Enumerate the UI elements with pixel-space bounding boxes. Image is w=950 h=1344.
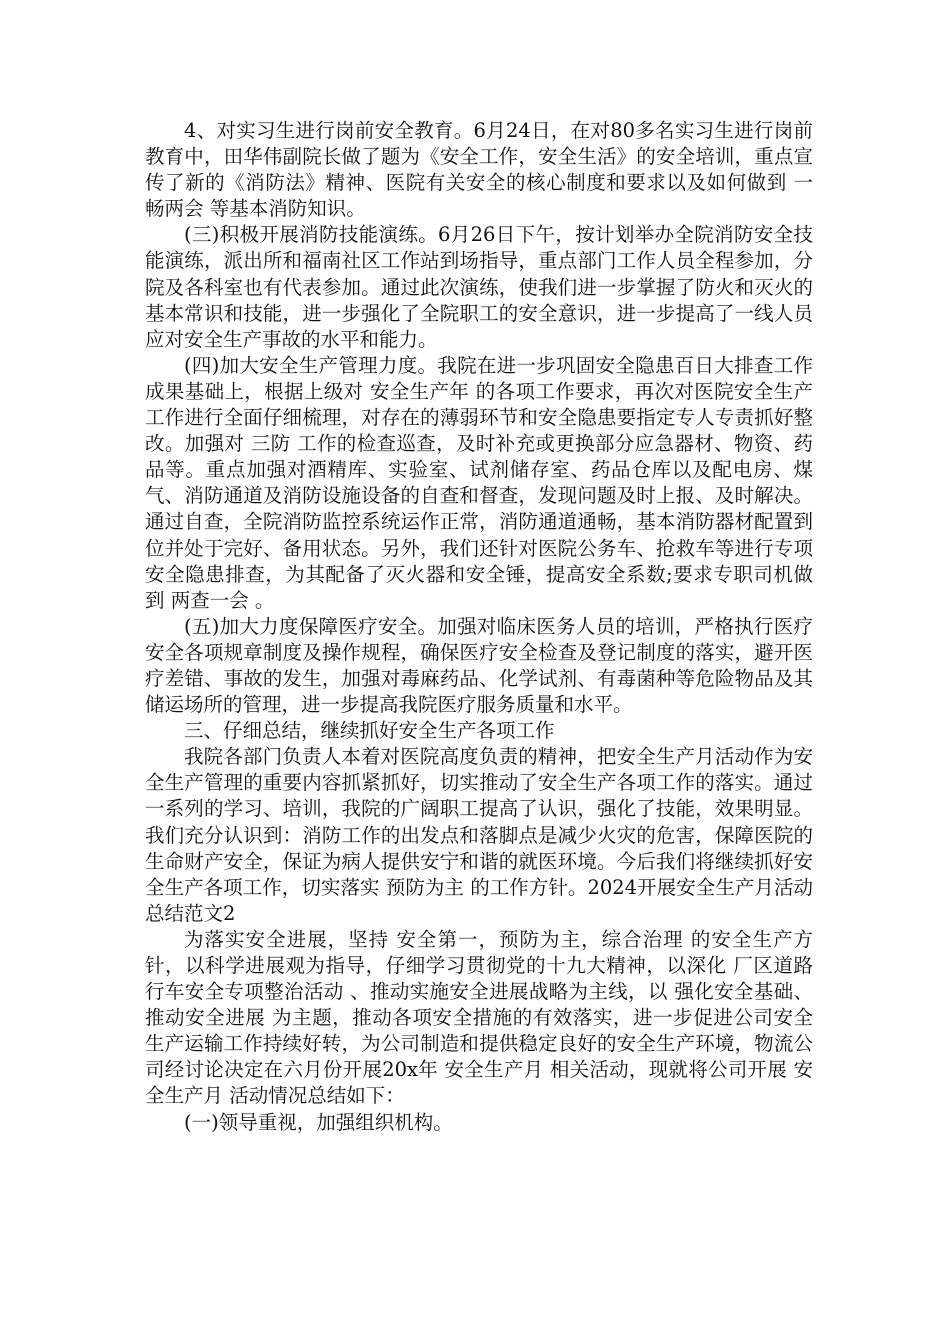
paragraph-medical-safety: (五)加大力度保障医疗安全。加强对临床医务人员的培训，严格执行医疗安全各项规章制度及操作规程，确保医疗安全检查及登记制度的落实，避开医疗差错、事故的发生，加强对毒麻药品、化学试剂、有毒菌种等危险物品及其储运场所的管理，进一步提高我院医疗服务质量和水平。 [145, 614, 813, 717]
paragraph-summary: 我院各部门负责人本着对医院高度负责的精神，把安全生产月活动作为安全生产管理的重要内容抓紧抓好，切实推动了安全生产各项工作的落实。通过一系列的学习、培训，我院的广阔职工提高了认识，强化了技能，效果明显。我们充分认识到：消防工作的出发点和落脚点是减少火灾的危害，保障医院的生命财产安全，保证为病人提供安宁和谐的就医环境。今后我们将继续抓好安全生产各项工作，切实落实 预防为主 的工作方针。2024开展安全生产月活动总结范文2 [145, 745, 813, 925]
paragraph-intern-safety-education: 4、对实习生进行岗前安全教育。6月24日，在对80多名实习生进行岗前教育中，田华伟副院长做了题为《安全工作，安全生活》的安全培训，重点宣传了新的《消防法》精神、医院有关安全的核心制度和要求以及如何做到 一畅两会 等基本消防知识。 [145, 119, 813, 221]
paragraph-safety-management: (四)加大安全生产管理力度。我院在进一步巩固安全隐患百日大排查工作成果基础上，根据上级对 安全生产年 的各项工作要求，再次对医院安全生产工作进行全面仔细梳理，对存在的薄弱环节和安全隐患要指定专人专责抓好整改。加强对 三防 工作的检查巡查，及时补充或更换部分应急器材、物资、药品等。重点加强对酒精库、实验室、试剂储存室、药品仓库以及配电房、煤气、消防通道及消防设施设备的自查和督查，发现问题及时上报、及时解决。通过自查，全院消防监控系统运作正常，消防通道通畅，基本消防器材配置到位并处于完好、备用状态。另外，我们还针对医院公务车、抢救车等进行专项安全隐患排查，为其配备了灭火器和安全锤，提高安全系数;要求专职司机做到 两查一会 。 [145, 353, 813, 612]
document-body [145, 118, 813, 1136]
paragraph-leadership: (一)领导重视，加强组织机构。 [184, 1110, 453, 1134]
paragraph-safety-month-intro: 为落实安全进展，坚持 安全第一，预防为主，综合治理 的安全生产方针，以科学进展观为指导，仔细学习贯彻党的十九大精神，以深化 厂区道路行车安全专项整治活动 、推动实施安全进展战略为主线，以 强化安全基础、推动安全进展 为主题，推动各项安全措施的有效落实，进一步促进公司安全生产运输工作持续好转，为公司制造和提供稳定良好的安全生产环境，物流公司经讨论决定在六月份开展20x年 安全生产月 相关活动，现就将公司开展 安全生产月 活动情况总结如下： [145, 927, 813, 1108]
section-heading-summary: 三、仔细总结，继续抓好安全生产各项工作 [184, 719, 555, 743]
paragraph-fire-drill: (三)积极开展消防技能演练。6月26日下午，按计划举办全院消防安全技能演练，派出所和福南社区工作站到场指导，重点部门工作人员全程参加，分院及各科室也有代表参加。通过此次演练，使我们进一步掌握了防火和灭火的基本常识和技能，进一步强化了全院职工的安全意识，进一步提高了一线人员应对安全生产事故的水平和能力。 [145, 223, 813, 351]
